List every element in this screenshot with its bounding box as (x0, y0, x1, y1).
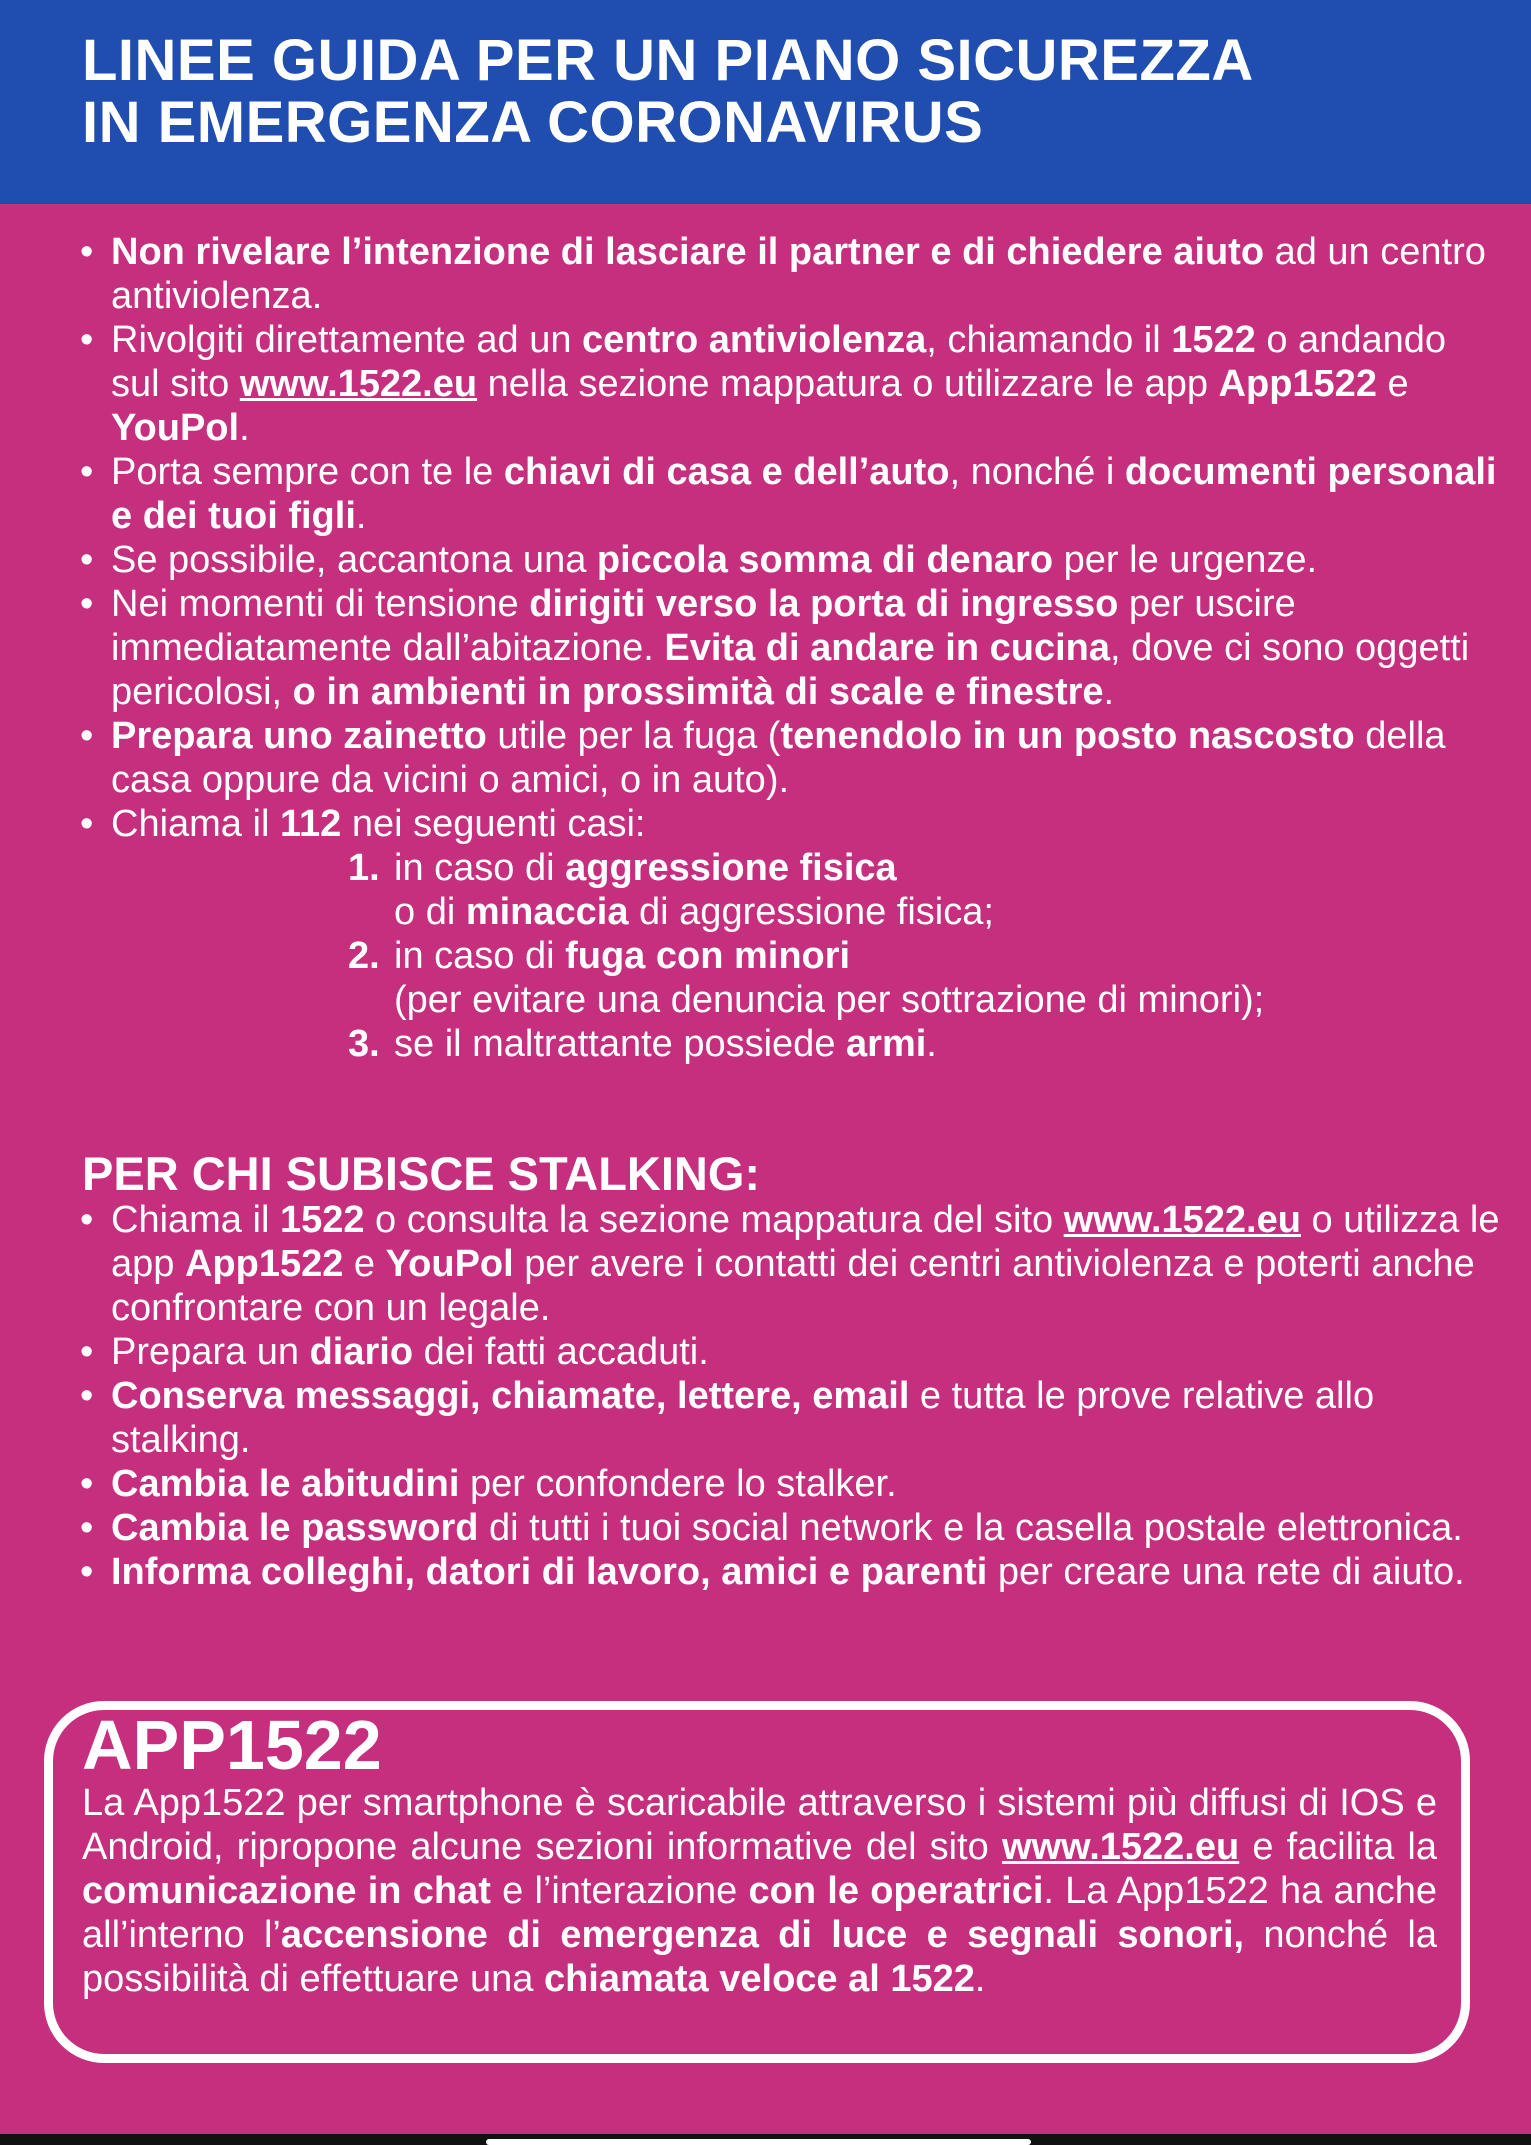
case-item (348, 934, 1500, 1022)
text-run: Chiama il (111, 1199, 280, 1241)
text-run: Evita di andare in cucina (664, 627, 1111, 669)
text-run: chiamata veloce al 1522 (543, 1958, 975, 2000)
text-run: Conserva messaggi, chiamate, lettere, email (111, 1375, 910, 1417)
text-run: chiavi di casa e dell’auto (503, 451, 950, 493)
text-run: centro antiviolenza (582, 319, 927, 361)
case-item (348, 1022, 1500, 1066)
text-run: utile per la fuga ( (486, 715, 781, 757)
text-run: . (1103, 671, 1115, 713)
text-run: . (239, 407, 250, 449)
stalking-section-title: PER CHI SUBISCE STALKING: (82, 1147, 761, 1200)
text-run: Non rivelare l’intenzione di lasciare il partner e di chiedere aiuto (111, 231, 1265, 273)
text-run: e l’interazione (490, 1870, 749, 1912)
text-run: o andando sul sito (111, 319, 1446, 405)
website-link[interactable]: www.1522.eu (1001, 1826, 1240, 1868)
text-run: , nonché i (949, 451, 1125, 493)
page-title: LINEE GUIDA PER UN PIANO SICUREZZA IN EMERGENZA CORONAVIRUS (82, 28, 1254, 155)
text-run: . (926, 1023, 937, 1065)
text-run: in caso di (394, 935, 566, 977)
stalking-item (80, 1506, 1500, 1550)
stalking-item (80, 1550, 1500, 1594)
header-banner (0, 0, 1531, 204)
text-run: minaccia (465, 891, 629, 933)
text-run: Porta sempre con te le (111, 451, 504, 493)
text-run: App1522 (184, 1243, 344, 1285)
app-description (82, 1781, 1437, 2001)
case-item (348, 846, 1500, 934)
text-run: Nei momenti di tensione (111, 583, 530, 625)
text-run: in caso di (394, 847, 566, 889)
case-line (394, 934, 1500, 978)
text-run: Prepara un (111, 1331, 310, 1373)
case-line (394, 890, 1500, 934)
home-indicator[interactable] (486, 2139, 1031, 2145)
text-run: per creare una rete di aiuto. (987, 1551, 1465, 1593)
text-run: . La App1522 ha anche all’interno l’ (82, 1870, 1437, 1956)
text-run: per uscire immediatamente dall’abitazione. (111, 583, 1296, 669)
text-run: Prepara uno zainetto (111, 715, 487, 757)
text-run: Se possibile, accantona una (111, 539, 597, 581)
case-number: 1. (348, 847, 380, 889)
text-run: o consulta la sezione mappatura del sito (364, 1199, 1064, 1241)
case-line (394, 978, 1500, 1022)
text-run: , chiamando il (926, 319, 1172, 361)
guideline-item-call-112 (80, 802, 1500, 1066)
stalking-item (80, 1462, 1500, 1506)
guideline-item (80, 582, 1500, 714)
text-run: dirigiti verso la porta di ingresso (529, 583, 1119, 625)
text-run: Cambia le password (111, 1507, 479, 1549)
text-run: fuga con minori (565, 935, 851, 977)
text-run: La App1522 per smartphone è scaricabile attraverso i sistemi più diffusi di IOS e Android, ripropone alcune sezioni informative del sito (82, 1782, 1437, 1868)
website-link[interactable]: www.1522.eu (1063, 1199, 1301, 1241)
text-run: tenendolo in un posto nascosto (780, 715, 1355, 757)
guideline-item (80, 450, 1500, 538)
text-run: o in ambienti in prossimità di scale e finestre (292, 671, 1104, 713)
text-run: . (974, 1958, 986, 2000)
text-run: comunicazione in chat (82, 1870, 491, 1912)
text-run: e facilita la (1239, 1826, 1438, 1868)
text-run: aggressione fisica (565, 847, 897, 889)
text-run: nella sezione mappatura o utilizzare le app (477, 363, 1219, 405)
stalking-list (80, 1198, 1500, 1594)
text-run: , dove ci sono oggetti pericolosi, (111, 627, 1470, 713)
text-run: Informa colleghi, datori di lavoro, amici e parenti (111, 1551, 988, 1593)
text-run: e tutta le prove relative allo stalking. (111, 1375, 1375, 1461)
text-run: o di (394, 891, 466, 933)
text-run: di tutti i tuoi social network e la casella postale elettronica. (478, 1507, 1463, 1549)
guideline-text (111, 803, 645, 845)
text-run: ad un centro antiviolenza. (111, 231, 1486, 317)
text-run: e (343, 1243, 386, 1285)
stalking-item (80, 1374, 1500, 1462)
guideline-item (80, 538, 1500, 582)
stalking-item (80, 1330, 1500, 1374)
case-number: 2. (348, 935, 380, 977)
text-run: nonché la possibilità di effettuare una (82, 1914, 1437, 2000)
text-run: (per evitare una denuncia per sottrazione di minori); (394, 979, 1265, 1021)
text-run: YouPol (385, 1243, 514, 1285)
text-run: per le urgenze. (1053, 539, 1318, 581)
text-run: . (355, 495, 367, 537)
case-number: 3. (348, 1023, 380, 1065)
text-run: nei seguenti casi: (341, 803, 646, 845)
text-run: della casa oppure da vicini o amici, o in auto). (111, 715, 1446, 801)
call-112-cases (111, 846, 1500, 1066)
text-run: Rivolgiti direttamente ad un (111, 319, 583, 361)
stalking-item (80, 1198, 1500, 1330)
text-run: di aggressione fisica; (628, 891, 994, 933)
app-title: APP1522 (82, 1706, 382, 1784)
text-run: App1522 (1218, 363, 1377, 405)
text-run: e (1376, 363, 1409, 405)
guideline-item (80, 318, 1500, 450)
guideline-item (80, 230, 1500, 318)
text-run: per confondere lo stalker. (459, 1463, 897, 1505)
text-run: per avere i contatti dei centri antiviolenza e poterti anche confrontare con un legale. (111, 1243, 1475, 1329)
text-run: YouPol (111, 407, 240, 449)
text-run: diario (309, 1331, 414, 1373)
text-run: 1522 (279, 1199, 365, 1241)
text-run: armi (846, 1023, 927, 1065)
text-run: con le operatrici (748, 1870, 1044, 1912)
text-run: 1522 (1171, 319, 1256, 361)
text-run: documenti personali e dei tuoi figli (111, 451, 1497, 537)
guideline-item (80, 714, 1500, 802)
text-run: o utilizza le app (111, 1199, 1500, 1285)
text-run: accensione di emergenza di luce e segnali sonori, (280, 1914, 1245, 1956)
text-run: Chiama il (111, 803, 280, 845)
text-run: Cambia le abitudini (111, 1463, 460, 1505)
text-run: piccola somma di denaro (596, 539, 1054, 581)
text-run: se il maltrattante possiede (394, 1023, 847, 1065)
text-run: dei fatti accaduti. (413, 1331, 709, 1373)
case-line (394, 1022, 1500, 1066)
website-link[interactable]: www.1522.eu (239, 363, 478, 405)
guidelines-list (80, 230, 1500, 1066)
case-line (394, 846, 1500, 890)
text-run: 112 (279, 803, 342, 845)
